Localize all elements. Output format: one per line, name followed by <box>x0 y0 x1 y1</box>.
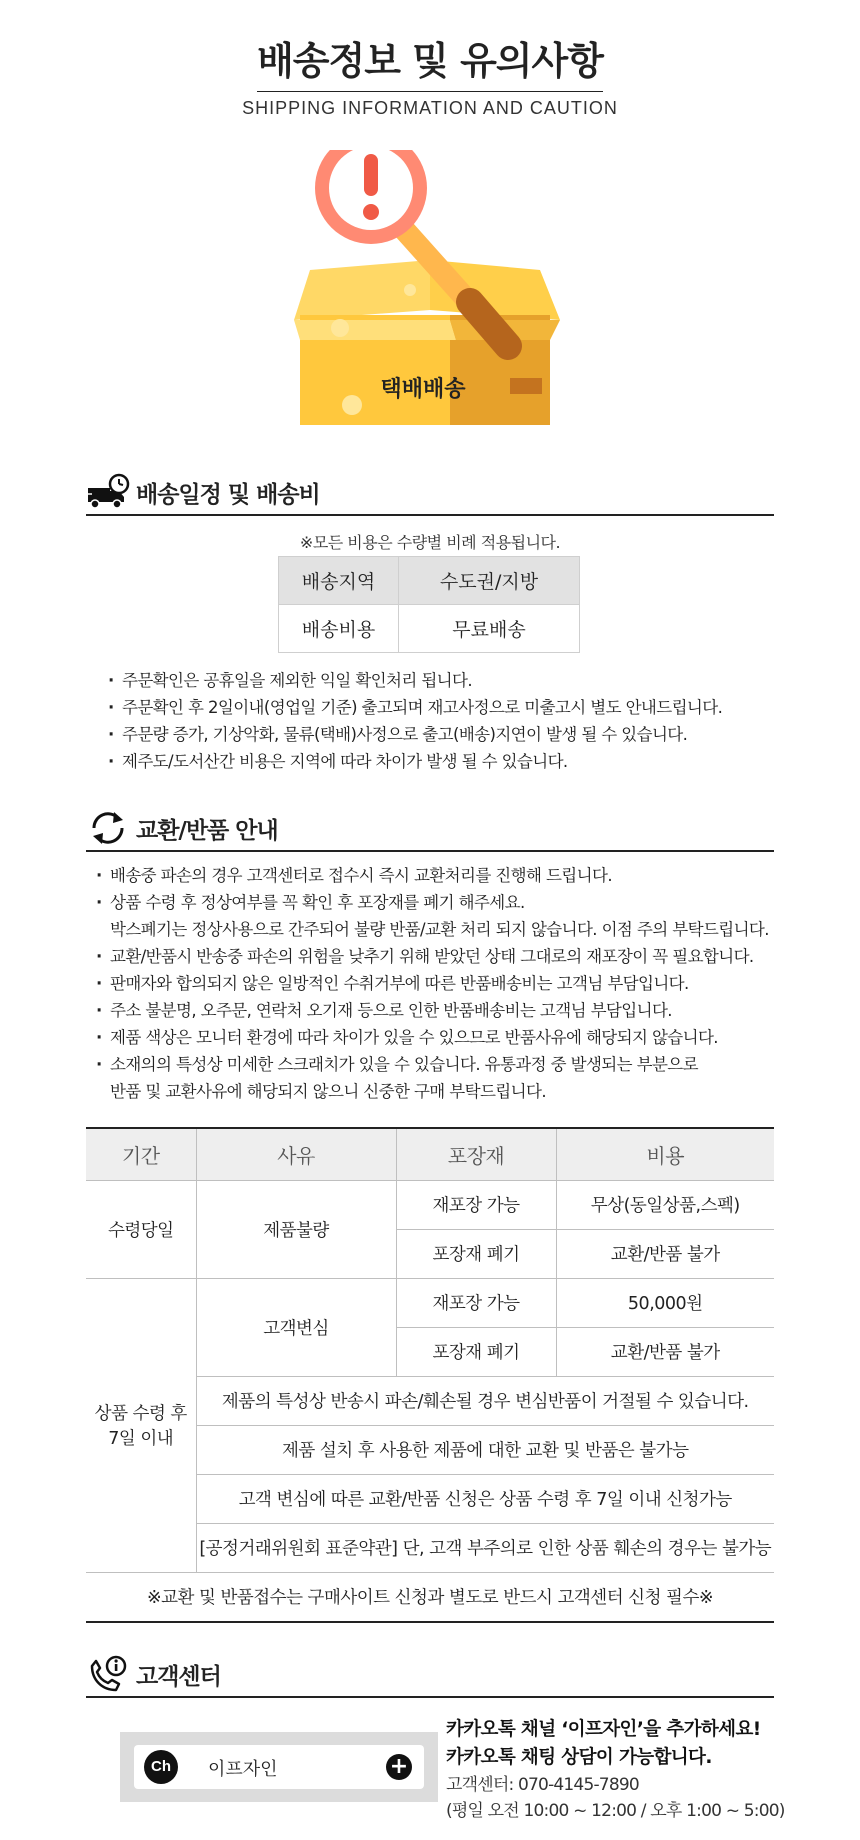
customer-center-section-title: 고객센터 <box>136 1664 221 1690</box>
table-cell: 교환/반품 불가 <box>556 1229 774 1278</box>
list-item: · 제품 색상은 모니터 환경에 따라 차이가 있을 수 있으므로 반품사유에 해당되지 않습니다. <box>96 1024 769 1051</box>
list-item: · 제주도/도서산간 비용은 지역에 따라 차이가 발생 될 수 있습니다. <box>108 748 722 775</box>
customer-center-section-header <box>86 1654 774 1698</box>
table-header-cell: 사유 <box>196 1128 396 1180</box>
kakao-add-prompt: 카카오톡 채널 ‘이프자인’을 추가하세요! <box>446 1719 761 1740</box>
table-header-cell: 배송지역 <box>279 557 399 605</box>
shipping-notice-list <box>108 667 722 775</box>
table-header-cell: 비용 <box>556 1128 774 1180</box>
table-cell: 고객 변심에 따른 교환/반품 신청은 상품 수령 후 7일 이내 신청가능 <box>196 1474 774 1523</box>
list-item: · 주문확인은 공휴일을 제외한 익일 확인처리 됩니다. <box>108 667 722 694</box>
delivery-truck-icon <box>86 472 130 512</box>
exchange-policy-table <box>86 1127 774 1623</box>
kakao-channel-card[interactable] <box>134 1745 424 1789</box>
refresh-arrows-icon <box>86 808 130 848</box>
add-channel-button[interactable]: + <box>386 1754 412 1780</box>
box-label: 택배배송 <box>380 377 466 402</box>
table-cell: 재포장 가능 <box>396 1180 556 1229</box>
table-cell: 제품 설치 후 사용한 제품에 대한 교환 및 반품은 불가능 <box>196 1425 774 1474</box>
shipping-cost-table <box>278 556 580 653</box>
table-cell: 배송비용 <box>279 605 399 653</box>
table-footer-cell: ※교환 및 반품접수는 구매사이트 신청과 별도로 반드시 고객센터 신청 필수※ <box>86 1572 774 1622</box>
list-item: · 소재의의 특성상 미세한 스크래치가 있을 수 있습니다. 유통과정 중 발생되는 부분으로 반품 및 교환사유에 해당되지 않으니 신중한 구매 부탁드립니다. <box>96 1051 769 1105</box>
table-row <box>86 1128 774 1180</box>
table-row <box>279 557 580 605</box>
table-header-cell: 포장재 <box>396 1128 556 1180</box>
kakao-chat-note: 카카오톡 채팅 상담이 가능합니다. <box>446 1747 712 1768</box>
list-item: · 교환/반품시 반송중 파손의 위험을 낮추기 위해 받았던 상태 그대로의 재포장이 꼭 필요합니다. <box>96 943 769 970</box>
list-item: · 주문확인 후 2일이내(영업일 기준) 출고되며 재고사정으로 미출고시 별도 안내드립니다. <box>108 694 722 721</box>
kakao-channel-name: 이프자인 <box>208 1759 278 1780</box>
page-subtitle: SHIPPING INFORMATION AND CAUTION <box>242 98 618 118</box>
table-cell: 고객변심 <box>196 1278 396 1376</box>
list-item: · 상품 수령 후 정상여부를 꼭 확인 후 포장재를 폐기 해주세요. 박스폐기는 정상사용으로 간주되어 불량 반품/교환 처리 되지 않습니다. 이점 주의 부탁드립니다. <box>96 889 769 943</box>
table-cell: 수령당일 <box>86 1180 196 1278</box>
table-header-cell: 수도권/지방 <box>399 557 580 605</box>
page-title: 배송정보 및 유의사항 <box>257 30 603 92</box>
table-cell: 제품불량 <box>196 1180 396 1278</box>
table-cell: 교환/반품 불가 <box>556 1327 774 1376</box>
table-row <box>86 1572 774 1622</box>
table-row <box>86 1278 774 1327</box>
list-item: · 주문량 증가, 기상악화, 물류(택배)사정으로 출고(배송)지연이 발생 될 수 있습니다. <box>108 721 722 748</box>
table-cell: 무상(동일상품,스펙) <box>556 1180 774 1229</box>
table-row <box>86 1180 774 1229</box>
table-cell: 재포장 가능 <box>396 1278 556 1327</box>
shipping-section-header <box>86 472 774 516</box>
table-cell: 무료배송 <box>399 605 580 653</box>
shipping-section-title: 배송일정 및 배송비 <box>136 482 320 508</box>
page-header <box>0 30 860 119</box>
phone-info-icon <box>86 1654 130 1694</box>
table-header-cell: 기간 <box>86 1128 196 1180</box>
list-item: · 판매자와 합의되지 않은 일방적인 수취거부에 따른 반품배송비는 고객님 부담입니다. <box>96 970 769 997</box>
cost-note: ※모든 비용은 수량별 비례 적용됩니다. <box>299 533 561 552</box>
table-cell: 포장재 폐기 <box>396 1327 556 1376</box>
list-item: · 배송중 파손의 경우 고객센터로 접수시 즉시 교환처리를 진행해 드립니다. <box>96 862 769 889</box>
table-row <box>279 605 580 653</box>
exchange-section-title: 교환/반품 안내 <box>136 818 278 844</box>
kakao-channel-icon: Ch <box>144 1750 178 1784</box>
delivery-box-illustration <box>280 150 580 440</box>
table-cell: 제품의 특성상 반송시 파손/훼손될 경우 변심반품이 거절될 수 있습니다. <box>196 1376 774 1425</box>
exchange-section-header <box>86 808 774 852</box>
table-cell: 포장재 폐기 <box>396 1229 556 1278</box>
table-cell: 50,000원 <box>556 1278 774 1327</box>
customer-center-info <box>446 1716 785 1824</box>
kakao-channel-banner[interactable] <box>120 1732 438 1802</box>
exchange-notice-list <box>96 862 769 1105</box>
table-cell: [공정거래위원회 표준약관] 단, 고객 부주의로 인한 상품 훼손의 경우는 불가능 <box>196 1523 774 1572</box>
business-hours: (평일 오전 10:00 ~ 12:00 / 오후 1:00 ~ 5:00) <box>446 1801 785 1821</box>
customer-center-phone: 고객센터: 070-4145-7890 <box>446 1775 639 1795</box>
list-item: · 주소 불분명, 오주문, 연락처 오기재 등으로 인한 반품배송비는 고객님 부담입니다. <box>96 997 769 1024</box>
table-cell: 상품 수령 후 7일 이내 <box>86 1278 196 1572</box>
